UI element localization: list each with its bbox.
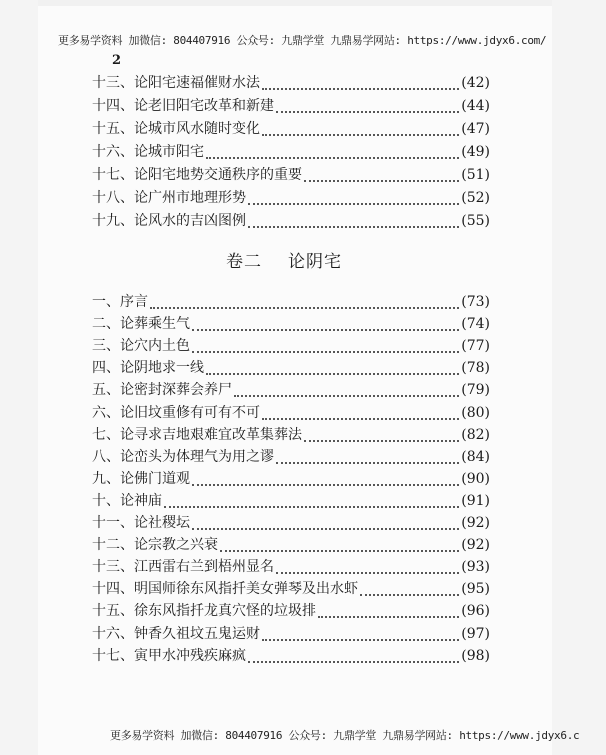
toc-entry — [92, 380, 490, 400]
toc-leader-dots — [192, 522, 459, 530]
toc-entry-page: (93) — [461, 559, 490, 576]
toc-entry-page: (80) — [461, 404, 490, 421]
toc-entry-number: 五、 — [92, 382, 120, 399]
toc-entry — [92, 336, 490, 356]
toc-entry-number: 一、 — [92, 294, 120, 310]
toc-entry-title: 论城市阳宅 — [134, 144, 204, 160]
toc-entry — [92, 96, 490, 116]
toc-entry-number: 十六、 — [92, 144, 134, 160]
toc-entry-page: (84) — [461, 448, 490, 465]
watermark-top: 更多易学资料 加微信: 804407916 公众号: 九鼎学堂 九鼎易学网站: https://www.jdyx6.com/ — [58, 34, 547, 47]
toc-entry-number: 四、 — [92, 360, 120, 377]
toc-leader-dots — [192, 323, 459, 331]
toc-entry-title: 寅甲水冲残疾麻疯 — [134, 647, 246, 664]
toc-entry-number: 十一、 — [92, 515, 134, 531]
toc-entry — [92, 447, 490, 467]
toc-entry-page: (74) — [461, 316, 490, 333]
toc-entry-title: 论寻求吉地艰难宜改革集葬法 — [120, 426, 302, 443]
toc-entry-page: (79) — [461, 382, 490, 399]
watermark-bottom: 更多易学资料 加微信: 804407916 公众号: 九鼎学堂 九鼎易学网站: https://www.jdyx6.c — [110, 729, 580, 742]
toc-entry — [92, 73, 490, 93]
toc-entry-page: (92) — [461, 515, 490, 531]
toc-entry-title: 论佛门道观 — [120, 470, 190, 487]
toc-leader-dots — [276, 456, 459, 464]
toc-leader-dots — [220, 544, 459, 552]
toc-entry — [92, 119, 490, 139]
toc-entry — [92, 165, 490, 185]
toc-entry-number: 十九、 — [92, 213, 134, 229]
toc-leader-dots — [304, 434, 459, 442]
toc-entry-page: (78) — [461, 360, 490, 377]
page-number: 2 — [112, 53, 122, 68]
toc-entry-number: 十七、 — [92, 167, 134, 183]
toc-entry-title: 江西雷右兰到梧州显名 — [134, 559, 274, 576]
toc-entry-page: (90) — [461, 470, 490, 487]
toc-leader-dots — [192, 345, 459, 353]
toc-entry-number: 十四、 — [92, 581, 134, 598]
toc-entry — [92, 579, 490, 599]
toc-leader-dots — [360, 588, 459, 596]
toc-entry — [92, 314, 490, 334]
toc-entry-title: 论风水的吉凶图例 — [134, 213, 246, 229]
toc-entry-number: 十五、 — [92, 121, 134, 137]
toc-entry — [92, 601, 490, 621]
toc-entry-page: (77) — [461, 338, 490, 355]
toc-leader-dots — [164, 500, 459, 508]
toc-entry-title: 钟香久祖坟五鬼运财 — [134, 625, 260, 642]
toc-entry-title: 论阴地求一线 — [120, 360, 204, 377]
toc-entry-number: 三、 — [92, 338, 120, 355]
toc-entry — [92, 557, 490, 577]
toc-entry — [92, 646, 490, 666]
toc-entry-number: 十三、 — [92, 559, 134, 576]
toc-leader-dots — [192, 478, 459, 486]
toc-entry-number: 九、 — [92, 470, 120, 487]
toc-leader-dots — [206, 151, 459, 159]
toc-leader-dots — [262, 633, 459, 641]
toc-entry-page: (95) — [461, 581, 490, 598]
toc-entry-title: 论社稷坛 — [134, 515, 190, 531]
toc-entry-number: 十六、 — [92, 625, 134, 642]
toc-entry — [92, 358, 490, 378]
toc-entry-page: (51) — [461, 167, 490, 183]
toc-entry-title: 徐东风指扦龙真穴怪的垃圾排 — [134, 603, 316, 620]
toc-leader-dots — [276, 566, 459, 574]
toc-leader-dots — [262, 412, 459, 420]
toc-entry-title: 序言 — [120, 294, 148, 310]
toc-leader-dots — [150, 301, 459, 309]
toc-entry-page: (49) — [461, 144, 490, 160]
toc-entry-title: 论葬乘生气 — [120, 316, 190, 333]
toc-entry-number: 十、 — [92, 492, 120, 509]
toc-entry — [92, 513, 490, 533]
toc-entry — [92, 469, 490, 489]
toc-entry — [92, 211, 490, 231]
toc-entry-title: 论密封深葬会养尸 — [120, 382, 232, 399]
toc-entry-title: 论神庙 — [120, 492, 162, 509]
toc-entry-page: (47) — [461, 121, 490, 137]
toc-entry-number: 十八、 — [92, 190, 134, 206]
section-volume: 卷二 — [226, 252, 262, 272]
toc-entry-title: 论峦头为体理气为用之谬 — [120, 448, 274, 465]
toc-leader-dots — [248, 197, 459, 205]
toc-entry-number: 八、 — [92, 448, 120, 465]
toc-entry-page: (52) — [461, 190, 490, 206]
toc-leader-dots — [234, 389, 459, 397]
toc-entry-number: 七、 — [92, 426, 120, 443]
toc-entry-title: 明国师徐东风指扦美女弹琴及出水虾 — [134, 581, 358, 598]
toc-entry-number: 二、 — [92, 316, 120, 333]
toc-entry-title: 论旧坟重修有可有不可 — [120, 404, 260, 421]
toc-entry — [92, 292, 490, 312]
toc-entry-page: (82) — [461, 426, 490, 443]
toc-entry — [92, 624, 490, 644]
toc-entry-title: 论广州市地理形势 — [134, 190, 246, 206]
toc-leader-dots — [304, 174, 459, 182]
toc-entry-title: 论宗教之兴衰 — [134, 537, 218, 554]
toc-entry — [92, 425, 490, 445]
toc-entry-page: (92) — [461, 537, 490, 554]
toc-entry-page: (98) — [461, 647, 490, 664]
toc-entry — [92, 142, 490, 162]
section-heading — [226, 247, 342, 272]
toc-entry-number: 十四、 — [92, 98, 134, 114]
toc-entry-page: (44) — [461, 98, 490, 114]
toc-entry-page: (42) — [461, 75, 490, 91]
toc-leader-dots — [206, 367, 459, 375]
toc-leader-dots — [262, 128, 459, 136]
toc-entry-number: 十二、 — [92, 537, 134, 554]
toc-entry-title: 论城市风水随时变化 — [134, 121, 260, 137]
toc-entry-number: 六、 — [92, 404, 120, 421]
toc-entry-title: 论老旧阳宅改革和新建 — [134, 98, 274, 114]
scan-frame-right — [552, 0, 606, 755]
toc-leader-dots — [248, 220, 459, 228]
toc-entry-page: (91) — [461, 492, 490, 509]
toc-leader-dots — [262, 82, 459, 90]
toc-entry-page: (97) — [461, 625, 490, 642]
toc-entry — [92, 188, 490, 208]
toc-entry-number: 十五、 — [92, 603, 134, 620]
toc-entry — [92, 491, 490, 511]
scan-frame-left — [0, 0, 38, 755]
toc-entry — [92, 535, 490, 555]
toc-entry-number: 十三、 — [92, 75, 134, 91]
toc-entry-title: 论穴内土色 — [120, 338, 190, 355]
toc-leader-dots — [318, 610, 459, 618]
toc-entry-page: (73) — [461, 294, 490, 310]
toc-entry-number: 十七、 — [92, 647, 134, 664]
toc-entry-page: (96) — [461, 603, 490, 620]
toc-leader-dots — [276, 105, 459, 113]
toc-entry-title: 论阳宅地势交通秩序的重要 — [134, 167, 302, 183]
toc-entry-title: 论阳宅速福催财水法 — [134, 75, 260, 91]
toc-entry-page: (55) — [461, 213, 490, 229]
section-name: 论阴宅 — [288, 252, 342, 272]
toc-leader-dots — [248, 655, 459, 663]
toc-entry — [92, 403, 490, 423]
